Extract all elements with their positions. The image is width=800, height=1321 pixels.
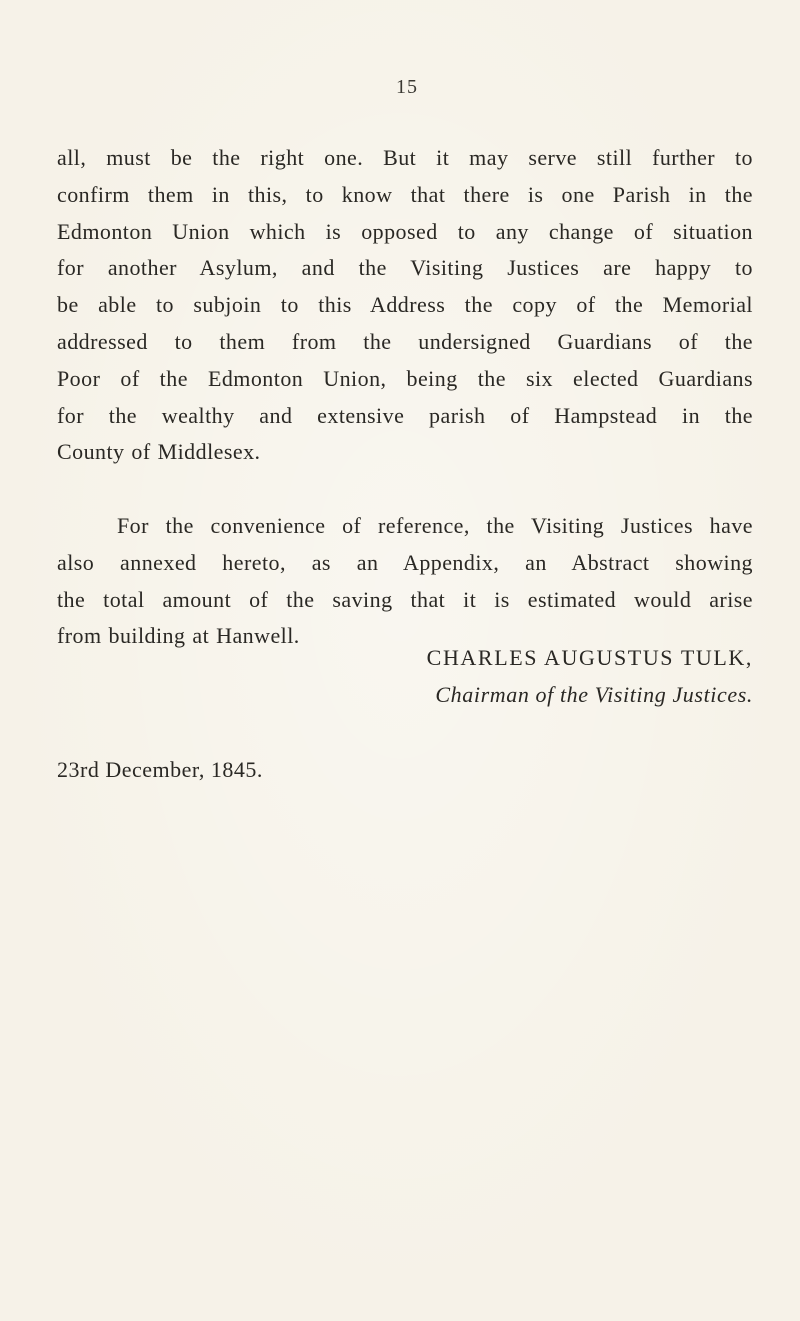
text-line: addressed to them from the undersigned Guardians of the: [57, 328, 753, 354]
text-line: confirm them in this, to know that there is one Parish in the: [57, 181, 753, 207]
text-line: For the convenience of reference, the Visiting Justices have: [117, 512, 753, 538]
signature-block: [57, 640, 753, 713]
text-line: all, must be the right one. But it may serve still further to: [57, 145, 753, 170]
text-line: the total amount of the saving that it is estimated would arise: [57, 586, 753, 612]
signatory-title: Chairman of the Visiting Justices.: [435, 682, 753, 707]
text-line: Edmonton Union which is opposed to any change of situation: [57, 218, 753, 244]
text-line: County of Middlesex.: [57, 439, 261, 465]
text-line: be able to subjoin to this Address the copy of the Memorial: [57, 292, 753, 318]
signatory-name: CHARLES AUGUSTUS TULK,: [426, 645, 753, 670]
page-number: 15: [396, 76, 418, 98]
text-line: Poor of the Edmonton Union, being the six elected Guardians: [57, 365, 753, 391]
text-line: from building at Hanwell.: [57, 623, 300, 649]
text-line: also annexed hereto, as an Appendix, an Abstract showing: [57, 549, 753, 575]
text-line: for the wealthy and extensive parish of Hampstead in the: [57, 402, 753, 428]
paragraph-2: [57, 508, 753, 655]
text-line: for another Asylum, and the Visiting Justices are happy to: [57, 255, 753, 281]
paragraph-1: [57, 140, 753, 471]
body-text: [57, 140, 753, 655]
date-line: 23rd December, 1845.: [57, 757, 263, 782]
